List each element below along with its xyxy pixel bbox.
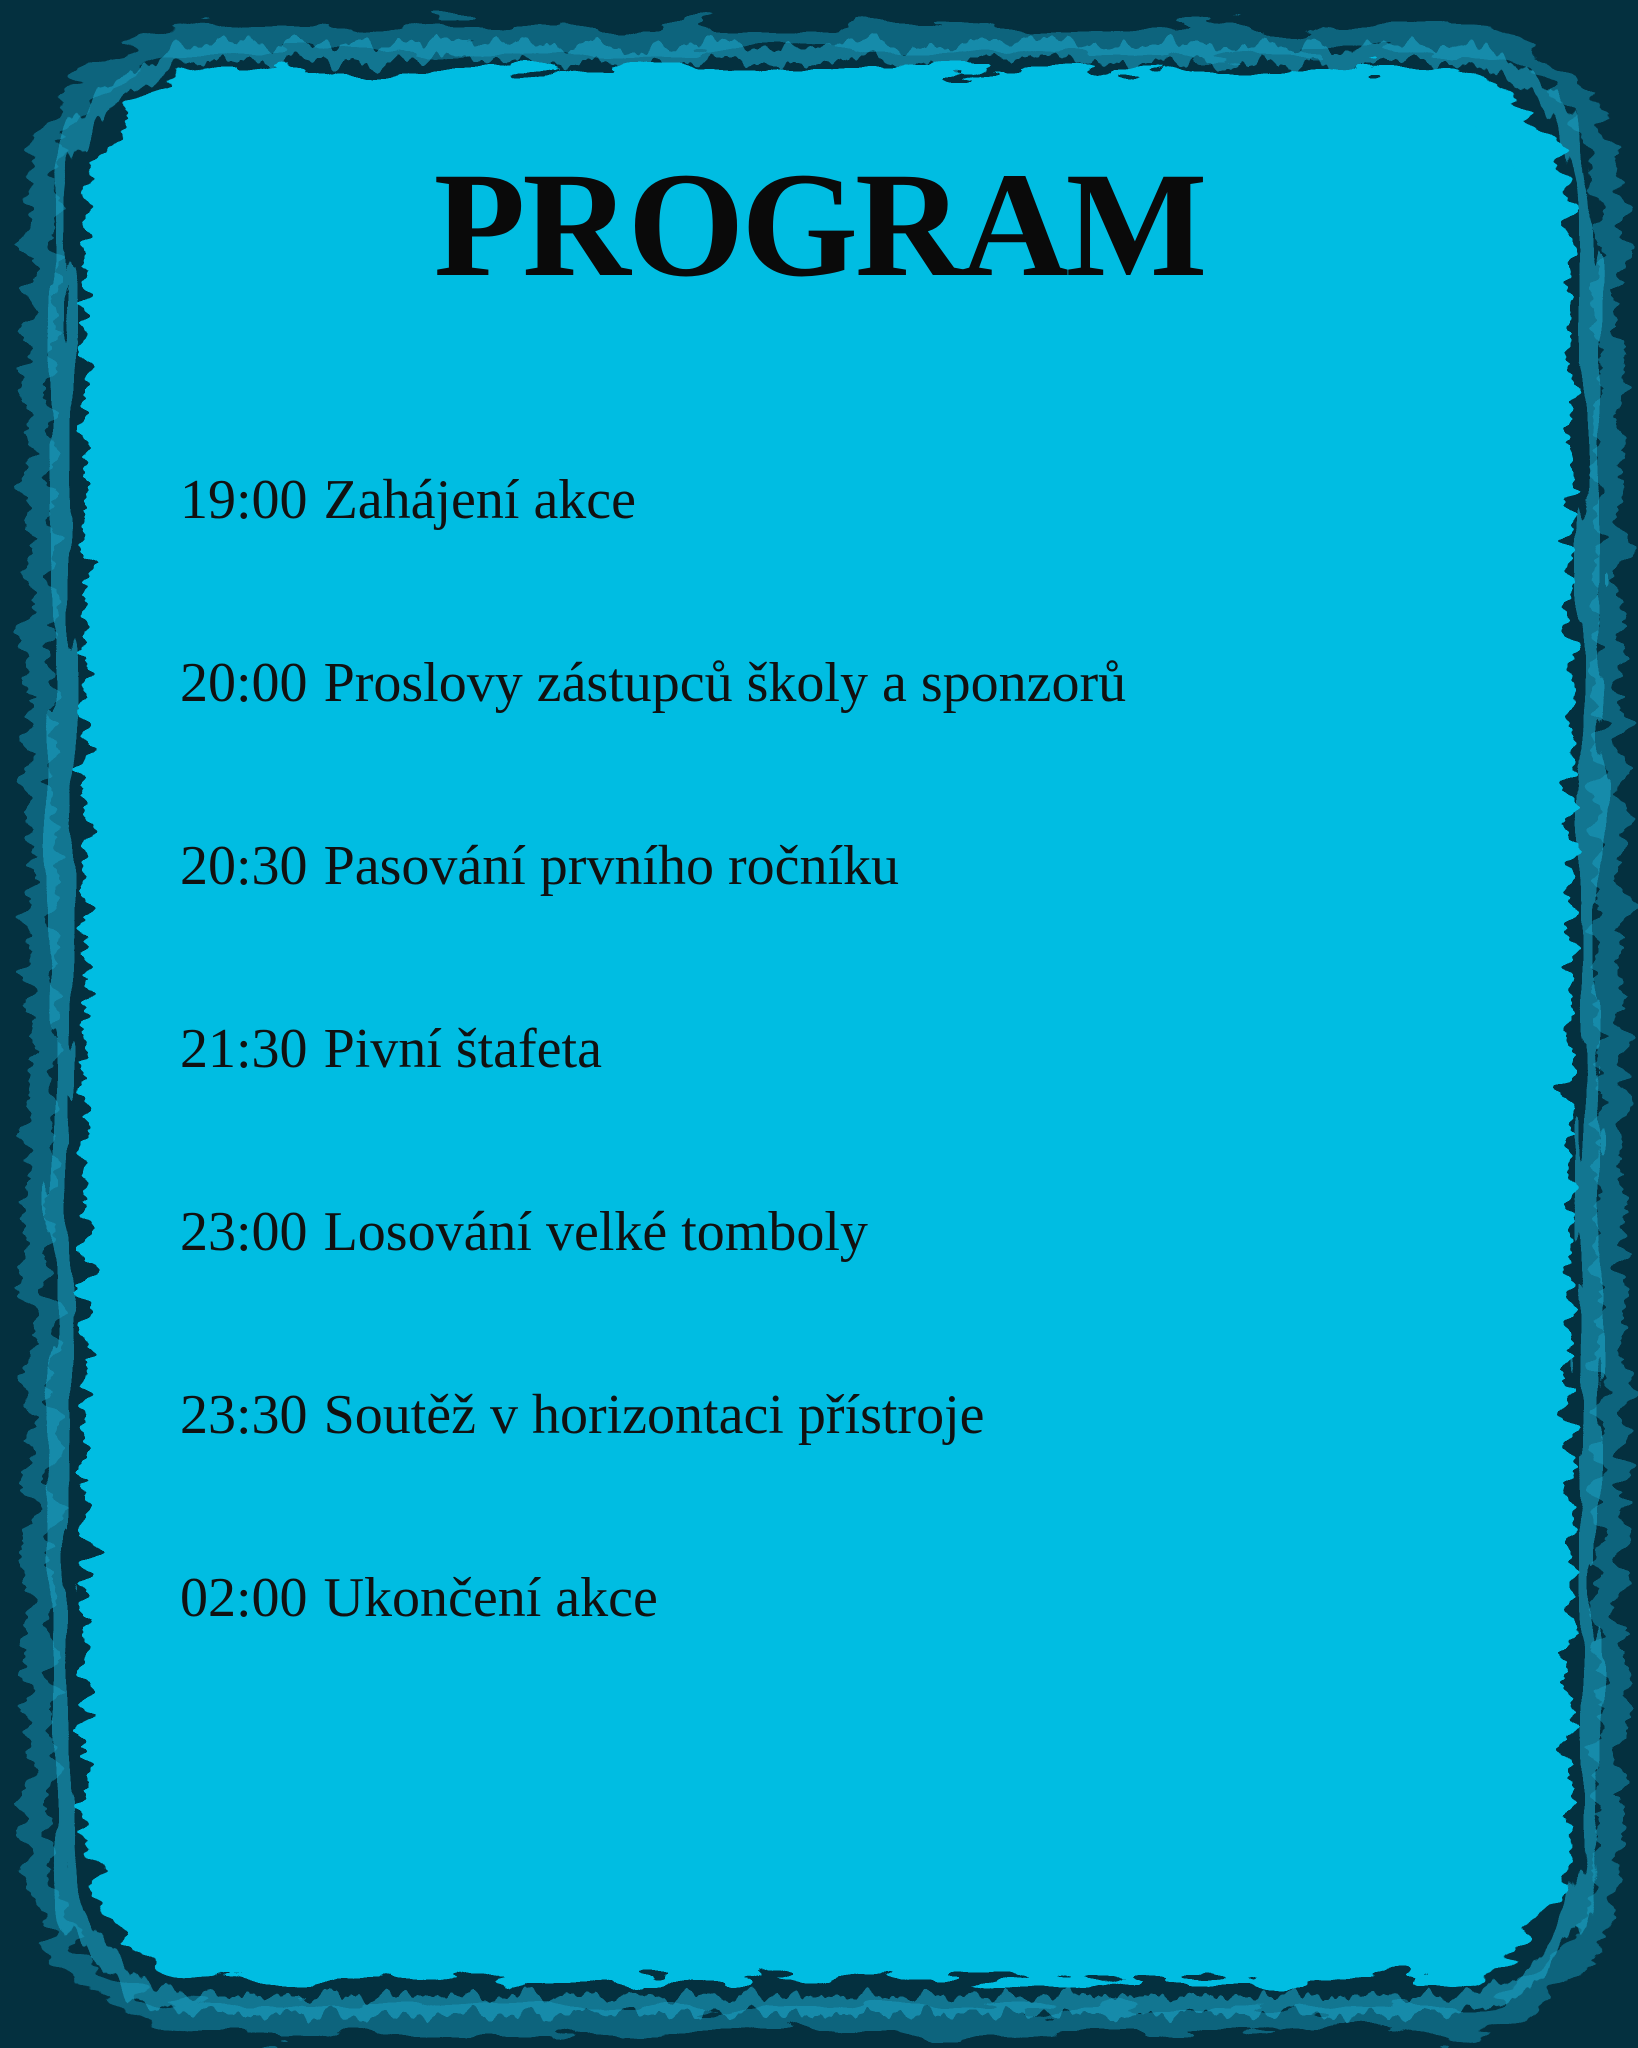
program-item-activity: Ukončení akce [323,1567,658,1629]
program-item [180,1375,1480,1558]
program-item [180,826,1480,1009]
program-item-activity: Losování velké tomboly [323,1201,868,1263]
program-item-time: 02:00 [180,1567,308,1629]
program-item [180,643,1480,826]
program-item-time: 23:30 [180,1384,308,1446]
program-item [180,460,1480,643]
program-item [180,1009,1480,1192]
program-item-activity: Soutěž v horizontaci přístroje [323,1384,985,1446]
program-item-time: 21:30 [180,1018,308,1080]
program-item-activity: Proslovy zástupců školy a sponzorů [323,652,1127,714]
program-item-activity: Zahájení akce [323,469,637,531]
program-item-time: 20:00 [180,652,308,714]
program-item-activity: Pivní štafeta [323,1018,602,1080]
program-item-activity: Pasování prvního ročníku [323,835,900,897]
program-item [180,1192,1480,1375]
program-list [180,460,1480,1741]
page-title: PROGRAM [433,142,1205,308]
program-item-time: 23:00 [180,1201,308,1263]
program-item [180,1558,1480,1741]
program-item-time: 19:00 [180,469,308,531]
program-item-time: 20:30 [180,835,308,897]
